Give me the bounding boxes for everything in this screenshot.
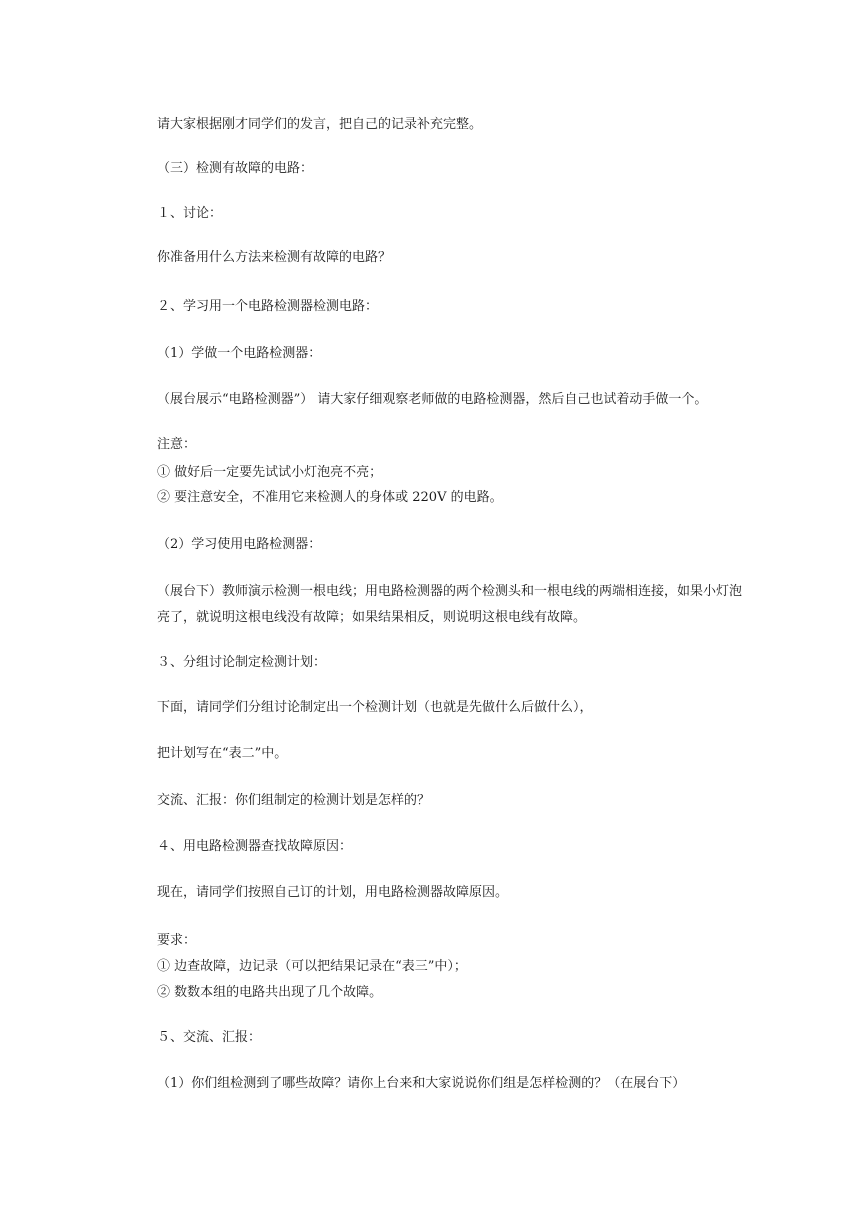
step-heading-report: ５、交流、汇报： [157, 1030, 262, 1045]
paragraph-exchange-plan: 交流、汇报：你们组制定的检测计划是怎样的？ [157, 793, 431, 808]
paragraph-write-plan: 把计划写在“表二”中。 [157, 746, 288, 761]
paragraph-question-method: 你准备用什么方法来检测有故障的电路？ [157, 250, 392, 265]
step-heading-learn-detector: ２、学习用一个电路检测器检测电路： [157, 299, 379, 314]
section-heading-detect-circuit: （三）检测有故障的电路： [157, 161, 314, 176]
paragraph-report-question: （1）你们组检测到了哪些故障？请你上台来和大家说说你们组是怎样检测的？（在展台下） [157, 1076, 686, 1091]
step-heading-discuss: １、讨论： [157, 206, 223, 221]
paragraph-group-plan: 下面，请同学们分组讨论制定出一个检测计划（也就是先做什么后做什么）， [157, 700, 593, 715]
paragraph-show-detector: （展台展示“电路检测器”） 请大家仔细观察老师做的电路检测器，然后自己也试着动手做一个。 [157, 392, 708, 407]
label-requirements: 要求： [157, 933, 197, 948]
paragraph-record-complete: 请大家根据刚才同学们的发言，把自己的记录补充完整。 [157, 117, 483, 132]
sub-heading-make-detector: （1）学做一个电路检测器： [157, 346, 322, 361]
step-heading-plan: ３、分组讨论制定检测计划： [157, 655, 327, 670]
paragraph-teacher-demo: （展台下）教师演示检测一根电线；用电路检测器的两个检测头和一根电线的两端相连接，如果小灯泡亮了，就说明这根电线没有故障；如果结果相反，则说明这根电线有故障。 [157, 584, 743, 625]
list-item-requirement-2: ② 数数本组的电路共出现了几个故障。 [157, 985, 383, 1000]
step-heading-find-fault: ４、用电路检测器查找故障原因： [157, 839, 353, 854]
sub-heading-use-detector: （2）学习使用电路检测器： [157, 537, 322, 552]
list-item-attention-2: ② 要注意安全，不准用它来检测人的身体或 220V 的电路。 [157, 490, 503, 505]
label-attention: 注意： [157, 437, 197, 452]
list-item-requirement-1: ① 边查故障，边记录（可以把结果记录在“表三”中）； [157, 959, 467, 974]
list-item-attention-1: ① 做好后一定要先试试小灯泡亮不亮； [157, 465, 383, 480]
paragraph-follow-plan: 现在，请同学们按照自己订的计划，用电路检测器故障原因。 [157, 885, 509, 900]
